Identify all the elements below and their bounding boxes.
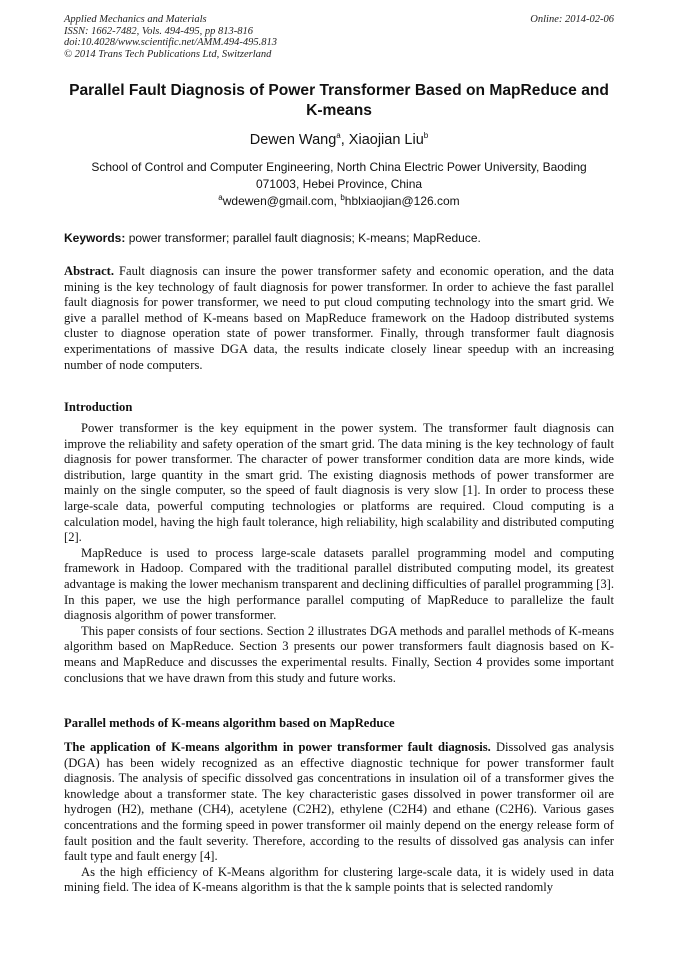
author-affil-mark: a — [336, 131, 341, 141]
affiliation: School of Control and Computer Engineering, North China Electric Power University, Baoding 071003, Hebei Province, China — [91, 160, 587, 191]
paragraph: As the high efficiency of K-Means algorithm for clustering large-scale data, it is widely used in data mining field. The idea of K-means algorithm is that the k sample points that is selected randomly — [64, 864, 614, 895]
abstract-label: Abstract. — [64, 264, 115, 278]
email-address: hblxiaojian@126.com — [344, 194, 460, 208]
subsection-lead: The application of K-means algorithm in power transformer fault diagnosis. — [64, 740, 491, 754]
copyright-line: © 2014 Trans Tech Publications Ltd, Switzerland — [64, 48, 272, 60]
author-name: Xiaojian Liu — [348, 132, 424, 148]
keywords-label: Keywords: — [64, 231, 126, 245]
author-emails — [60, 194, 618, 209]
section-heading-parallel-methods: Parallel methods of K-means algorithm based on MapReduce — [64, 716, 395, 730]
author-separator: , — [340, 132, 349, 148]
journal-name: Applied Mechanics and Materials — [64, 14, 207, 25]
author-list — [60, 131, 618, 149]
issn-line: ISSN: 1662-7482, Vols. 494-495, pp 813-816 — [64, 25, 253, 37]
author-affil-mark: b — [423, 131, 429, 141]
email-mark: b — [340, 193, 345, 202]
online-date: Online: 2014-02-06 — [530, 14, 614, 25]
abstract-text: Fault diagnosis can insure the power transformer safety and economic operation, and the data mining is the key technology of fault diagnosis for power transformer. In order to achieve the fast parallel fault diagnosis for power transformer, we need to put cloud computing technology into the smart grid. We give a parallel method of K-means based on MapReduce framework on the Hadoop distributed systems cluster to diagnose operation state of power transformer. Finally, through transformer fault diagnosis experimentations of massive DGA data, the results indicate closely linear speedup with an increasing number of node computers. — [64, 264, 614, 372]
author-name: Dewen Wang — [249, 132, 337, 148]
section2-body — [64, 740, 614, 896]
email-address: wdewen@gmail.com, — [222, 194, 341, 208]
paragraph: This paper consists of four sections. Section 2 illustrates DGA methods and parallel methods of K-means algorithm based on MapReduce. Section 3 presents our power transformers fault diagnosis based on K-means and MapReduce and discusses the experimental results. Finally, Section 4 provides some important conclusions that we have drawn from this study and future works. — [64, 623, 614, 685]
paper-title: Parallel Fault Diagnosis of Power Transformer Based on MapReduce and K-means — [69, 82, 609, 119]
journal-header — [64, 14, 277, 60]
paragraph: MapReduce is used to process large-scale datasets parallel programming model and computing framework in Hadoop. Compared with the traditional parallel distributed computing model, its greatest advantage is making the lower mechanism transparent and declining difficulties of parallel programming [3]. In this paper, we use the high performance parallel computing of MapReduce to parallelize the fault diagnosis algorithm of power transformer. — [64, 545, 614, 623]
introduction-body — [64, 421, 614, 686]
paragraph: Power transformer is the key equipment in the power system. The transformer fault diagnosis can improve the reliability and safety operation of the smart grid. The data mining is the key technology of fault diagnosis for power transformer. The character of power transformer condition data are more kinds, wide distribution, large quantity in the smart grid. The existing diagnosis methods of power transformer are mainly on the single computer, so the speed of fault diagnosis is very slow [1]. In order to process these large-scale data, powerful computing technologies or platforms are required. Cloud computing is a calculation model, having the high fault tolerance, high reliability, high scalability and distributed computing [2]. — [64, 421, 614, 545]
doi-line: doi:10.4028/www.scientific.net/AMM.494-495.813 — [64, 37, 277, 49]
email-mark: a — [218, 193, 223, 202]
paragraph — [64, 740, 614, 865]
abstract — [64, 264, 614, 373]
section-heading-introduction: Introduction — [64, 400, 133, 414]
keywords-text: power transformer; parallel fault diagnosis; K-means; MapReduce. — [125, 231, 481, 245]
paragraph-text: Dissolved gas analysis (DGA) has been widely recognized as an effective diagnostic technique for power transformer fault diagnosis. The analysis of specific dissolved gas concentrations in insulation oil of a transformer gives the knowledge about a transformer state. The key characteristic gases dissolved in power transformer oil are hydrogen (H2), methane (CH4), acetylene (C2H2), ethylene (C2H4) and ethane (C2H6). Various gases concentrations and the forming speed in power transformer oil mainly depend on the energy release form of fault position and the fault severity. Therefore, according to the results of dissolved gas analysis can infer fault type and fault energy [4]. — [64, 740, 614, 864]
keywords — [64, 231, 616, 246]
